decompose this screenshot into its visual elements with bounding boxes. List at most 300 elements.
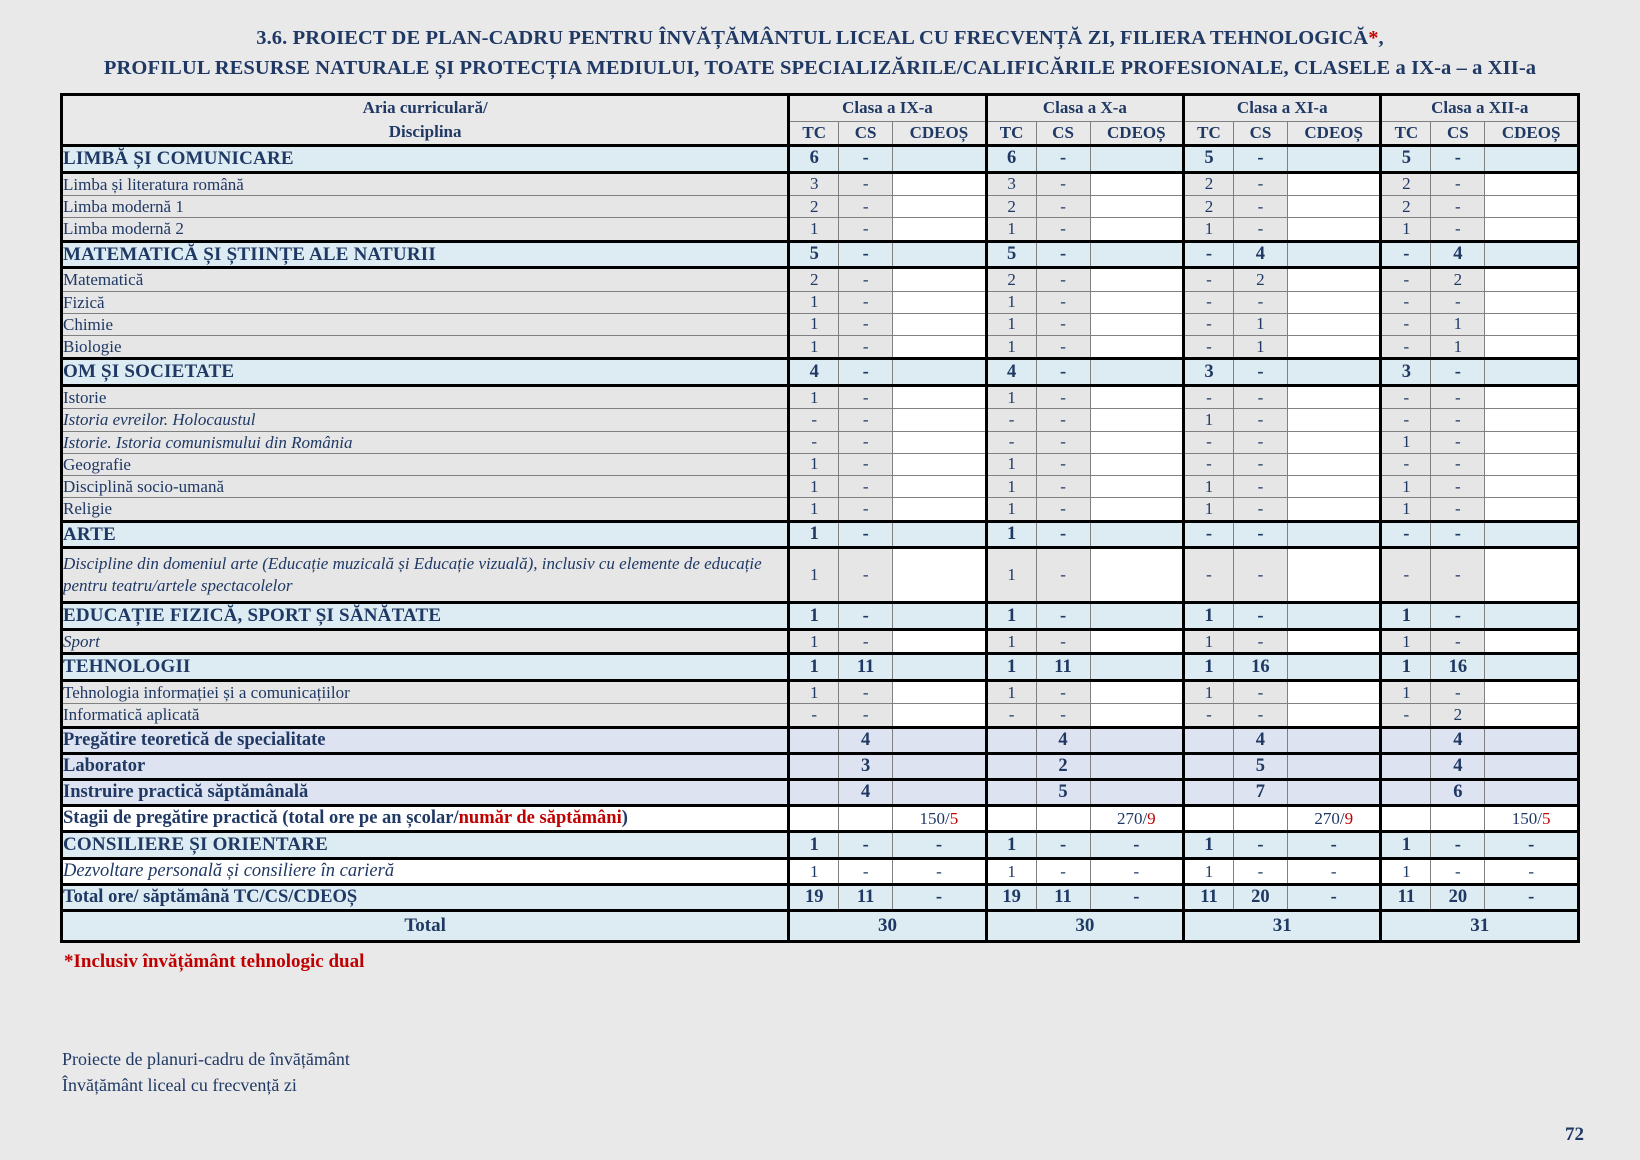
cell-g10-cs: 2 [1036, 753, 1090, 779]
cell-g10-cs: - [1036, 409, 1090, 431]
cell-g12-cdeos [1485, 291, 1579, 313]
cell-g12-tc: 1 [1381, 476, 1431, 498]
cell-g11-cdeos [1287, 313, 1381, 335]
cell-g12-cs: 1 [1431, 313, 1485, 335]
table-row [62, 196, 1579, 218]
cell-g12-tc: 5 [1381, 146, 1431, 173]
cell-g10-tc: 1 [986, 858, 1036, 884]
row-label: Fizică [62, 291, 789, 313]
cell-g12-tc: - [1381, 336, 1431, 359]
row-label: OM ȘI SOCIETATE [62, 359, 789, 386]
cell-g12-cs: - [1431, 832, 1485, 859]
cell-g12-tc [1381, 806, 1431, 832]
cell-g11-cs: - [1233, 386, 1287, 409]
cell-g12-cs: - [1431, 603, 1485, 630]
cell-g11-tc [1184, 806, 1234, 832]
cell-g12-cdeos [1485, 476, 1579, 498]
cell-g11-tc: 1 [1184, 603, 1234, 630]
header-g10-tc: TC [986, 122, 1036, 146]
table-row [62, 521, 1579, 548]
cell-g9-tc: 1 [789, 313, 839, 335]
header-g12-cdeos: CDEOȘ [1485, 122, 1579, 146]
cell-g11-cs: - [1233, 409, 1287, 431]
cell-g12-tc: 3 [1381, 359, 1431, 386]
cell-g11-cs: - [1233, 498, 1287, 521]
cell-g11-cdeos [1287, 431, 1381, 453]
cell-g11-cs: - [1233, 630, 1287, 654]
cell-g12-cs: - [1431, 196, 1485, 218]
cell-g9-cs: - [839, 218, 893, 241]
cell-g11-tc: 1 [1184, 476, 1234, 498]
cell-g10-cs: - [1036, 386, 1090, 409]
cell-g11-tc: 1 [1184, 858, 1234, 884]
cell-g12-cs: - [1431, 409, 1485, 431]
cell-g10-cs: 5 [1036, 779, 1090, 805]
cell-g9-cs: - [839, 268, 893, 291]
header-g12-cs: CS [1431, 122, 1485, 146]
cell-g12-cs: 2 [1431, 704, 1485, 727]
grand-total-g9: 30 [789, 911, 986, 942]
cell-g10-cdeos [1090, 548, 1184, 603]
cell-g12-cdeos: - [1485, 832, 1579, 859]
cell-g11-cdeos [1287, 241, 1381, 268]
cell-g9-tc: 1 [789, 630, 839, 654]
row-label: Disciplină socio-umană [62, 476, 789, 498]
page-title [60, 24, 1580, 83]
header-g11-cs: CS [1233, 122, 1287, 146]
cell-g12-cs: 16 [1431, 654, 1485, 681]
cell-g11-tc: - [1184, 241, 1234, 268]
cell-g10-cdeos [1090, 727, 1184, 753]
table-row [62, 654, 1579, 681]
cell-g12-tc: 1 [1381, 603, 1431, 630]
cell-g9-cdeos: 150/5 [893, 806, 987, 832]
cell-g10-tc: 1 [986, 630, 1036, 654]
cell-g9-cdeos [893, 291, 987, 313]
table-row [62, 681, 1579, 704]
row-label: MATEMATICĂ ȘI ȘTIINȚE ALE NATURII [62, 241, 789, 268]
cell-g11-tc [1184, 779, 1234, 805]
cell-g12-cdeos [1485, 498, 1579, 521]
cell-g12-cdeos: - [1485, 885, 1579, 911]
cell-g11-tc: 11 [1184, 885, 1234, 911]
cell-g10-cs: - [1036, 359, 1090, 386]
cell-g11-cdeos: - [1287, 858, 1381, 884]
cell-g9-tc: 1 [789, 654, 839, 681]
cell-g9-cdeos [893, 218, 987, 241]
cell-g12-tc [1381, 779, 1431, 805]
cell-g9-cdeos: - [893, 832, 987, 859]
cell-g11-cdeos [1287, 268, 1381, 291]
cell-g12-cdeos [1485, 386, 1579, 409]
cell-g12-cs: - [1431, 548, 1485, 603]
cell-g10-cdeos: - [1090, 858, 1184, 884]
cell-g10-tc: 1 [986, 521, 1036, 548]
cell-g11-tc: - [1184, 431, 1234, 453]
cell-g12-tc: 2 [1381, 172, 1431, 195]
header-discipline-line2: Disciplina [388, 122, 462, 142]
cell-g9-cdeos [893, 476, 987, 498]
cell-g10-cdeos [1090, 196, 1184, 218]
cell-g10-tc [986, 806, 1036, 832]
cell-g12-cdeos [1485, 521, 1579, 548]
cell-g11-cs: - [1233, 196, 1287, 218]
cell-g12-cdeos [1485, 681, 1579, 704]
cell-g12-cs: - [1431, 453, 1485, 475]
cell-g11-tc: 1 [1184, 630, 1234, 654]
cell-g9-cdeos [893, 172, 987, 195]
cell-g12-cs: 4 [1431, 727, 1485, 753]
cell-g9-cs: - [839, 241, 893, 268]
cell-g10-tc: 1 [986, 498, 1036, 521]
cell-g10-cdeos [1090, 603, 1184, 630]
cell-g9-cdeos [893, 453, 987, 475]
cell-g11-cdeos [1287, 498, 1381, 521]
cell-g10-cs: 4 [1036, 727, 1090, 753]
table-row [62, 291, 1579, 313]
table-head [62, 95, 1579, 146]
cell-g9-cdeos [893, 727, 987, 753]
cell-g10-tc: 1 [986, 603, 1036, 630]
cell-g10-cdeos [1090, 654, 1184, 681]
cell-g11-cdeos [1287, 704, 1381, 727]
cell-g11-tc: 5 [1184, 146, 1234, 173]
table-row [62, 630, 1579, 654]
cell-g9-cs: - [839, 521, 893, 548]
cell-g9-cs: - [839, 704, 893, 727]
cell-g9-tc: 1 [789, 521, 839, 548]
cell-g10-cs: - [1036, 241, 1090, 268]
cell-g12-cdeos [1485, 431, 1579, 453]
cell-g11-tc: 2 [1184, 172, 1234, 195]
cell-g10-tc: 3 [986, 172, 1036, 195]
page-title-line-1 [60, 24, 1580, 54]
cell-g12-cdeos [1485, 548, 1579, 603]
header-grade-9: Clasa a IX-a [789, 95, 986, 122]
row-label: Instruire practică săptămânală [62, 779, 789, 805]
cell-g9-cs: - [839, 453, 893, 475]
cell-g11-cs: 1 [1233, 313, 1287, 335]
cell-g11-cs: 7 [1233, 779, 1287, 805]
cell-g9-cs: - [839, 681, 893, 704]
cell-g9-cs: - [839, 409, 893, 431]
header-g11-cdeos: CDEOȘ [1287, 122, 1381, 146]
table-row [62, 753, 1579, 779]
page-footer [62, 1046, 350, 1098]
cell-g12-cdeos [1485, 336, 1579, 359]
cell-g11-cs: - [1233, 359, 1287, 386]
grand-total-g10: 30 [986, 911, 1183, 942]
cell-g11-cdeos [1287, 779, 1381, 805]
cell-g9-cs: 11 [839, 654, 893, 681]
cell-g10-cs: - [1036, 268, 1090, 291]
cell-g9-cdeos [893, 753, 987, 779]
cell-g10-cdeos [1090, 409, 1184, 431]
cell-g10-tc: 2 [986, 196, 1036, 218]
header-g12-tc: TC [1381, 122, 1431, 146]
cell-g9-cs: - [839, 146, 893, 173]
cell-g9-cdeos [893, 336, 987, 359]
cell-g11-cdeos: 270/9 [1287, 806, 1381, 832]
cell-g10-cdeos: 270/9 [1090, 806, 1184, 832]
cell-g12-cdeos [1485, 359, 1579, 386]
cell-g9-cdeos: - [893, 858, 987, 884]
table-row [62, 172, 1579, 195]
cell-g10-cs: 11 [1036, 654, 1090, 681]
cell-g11-cdeos [1287, 681, 1381, 704]
cell-g9-tc: 5 [789, 241, 839, 268]
cell-g11-cs: - [1233, 146, 1287, 173]
cell-g11-cs: 5 [1233, 753, 1287, 779]
row-label: CONSILIERE ȘI ORIENTARE [62, 832, 789, 859]
cell-g10-cdeos [1090, 291, 1184, 313]
cell-g10-cdeos [1090, 753, 1184, 779]
cell-g10-cs: - [1036, 146, 1090, 173]
cell-g10-cdeos [1090, 476, 1184, 498]
cell-g9-cdeos [893, 241, 987, 268]
cell-g10-cdeos [1090, 431, 1184, 453]
header-g10-cdeos: CDEOȘ [1090, 122, 1184, 146]
cell-g11-cdeos: - [1287, 885, 1381, 911]
cell-g9-cs: - [839, 498, 893, 521]
cell-g9-tc: 1 [789, 218, 839, 241]
cell-g11-cs: - [1233, 521, 1287, 548]
cell-g11-cdeos [1287, 603, 1381, 630]
cell-g11-cdeos [1287, 196, 1381, 218]
cell-g9-cs: 3 [839, 753, 893, 779]
cell-g12-tc: 1 [1381, 681, 1431, 704]
table-row [62, 453, 1579, 475]
cell-g12-tc: 1 [1381, 218, 1431, 241]
cell-g9-tc: 2 [789, 268, 839, 291]
cell-g12-tc: 1 [1381, 654, 1431, 681]
cell-g10-cdeos [1090, 146, 1184, 173]
cell-g10-tc: 1 [986, 476, 1036, 498]
cell-g11-cdeos [1287, 218, 1381, 241]
cell-g11-tc: - [1184, 268, 1234, 291]
cell-g12-cdeos [1485, 241, 1579, 268]
cell-g11-cs: - [1233, 681, 1287, 704]
page-title-comma: , [1378, 27, 1384, 49]
grand-total-g11: 31 [1184, 911, 1381, 942]
cell-g9-cdeos [893, 521, 987, 548]
cell-g12-cdeos: - [1485, 858, 1579, 884]
cell-g10-cs: - [1036, 196, 1090, 218]
cell-g11-cs: - [1233, 603, 1287, 630]
cell-g9-cs: - [839, 359, 893, 386]
cell-g10-tc: 1 [986, 832, 1036, 859]
cell-g9-cs: - [839, 858, 893, 884]
cell-g9-tc [789, 753, 839, 779]
cell-g10-cs: - [1036, 521, 1090, 548]
cell-g10-cdeos [1090, 704, 1184, 727]
cell-g11-tc: - [1184, 336, 1234, 359]
row-label: Limba modernă 1 [62, 196, 789, 218]
cell-g12-cdeos: 150/5 [1485, 806, 1579, 832]
cell-g12-cs: 2 [1431, 268, 1485, 291]
cell-g9-cs: - [839, 476, 893, 498]
cell-g11-cs: - [1233, 476, 1287, 498]
cell-g10-cs: - [1036, 313, 1090, 335]
cell-g10-cs: - [1036, 548, 1090, 603]
cell-g12-cs: - [1431, 146, 1485, 173]
cell-g12-cdeos [1485, 654, 1579, 681]
cell-g12-cs: 4 [1431, 753, 1485, 779]
header-g9-tc: TC [789, 122, 839, 146]
cell-g9-tc: 1 [789, 548, 839, 603]
cell-g10-cdeos [1090, 521, 1184, 548]
table-row [62, 704, 1579, 727]
cell-g10-cs: - [1036, 431, 1090, 453]
cell-g9-tc: 1 [789, 453, 839, 475]
table-row [62, 409, 1579, 431]
header-grade-10: Clasa a X-a [986, 95, 1183, 122]
table-row [62, 727, 1579, 753]
cell-g12-cdeos [1485, 146, 1579, 173]
row-label: Limba și literatura română [62, 172, 789, 195]
cell-g10-tc: 1 [986, 386, 1036, 409]
cell-g9-cdeos [893, 313, 987, 335]
cell-g12-cdeos [1485, 779, 1579, 805]
table-row [62, 268, 1579, 291]
cell-g12-cdeos [1485, 196, 1579, 218]
cell-g9-cdeos [893, 409, 987, 431]
table-foot [62, 911, 1579, 942]
cell-g12-cs [1431, 806, 1485, 832]
cell-g9-cdeos [893, 146, 987, 173]
cell-g10-cs: - [1036, 498, 1090, 521]
cell-g10-cdeos: - [1090, 885, 1184, 911]
cell-g10-cs: - [1036, 336, 1090, 359]
grand-total-row [62, 911, 1579, 942]
cell-g12-tc: - [1381, 453, 1431, 475]
cell-g11-tc: - [1184, 704, 1234, 727]
cell-g10-tc: 1 [986, 453, 1036, 475]
cell-g10-cdeos [1090, 681, 1184, 704]
cell-g12-cs: - [1431, 521, 1485, 548]
row-label: Religie [62, 498, 789, 521]
cell-g10-cdeos [1090, 313, 1184, 335]
cell-g9-cdeos [893, 603, 987, 630]
cell-g11-cs [1233, 806, 1287, 832]
row-label: Dezvoltare personală și consiliere în carieră [62, 858, 789, 884]
cell-g12-cs: 6 [1431, 779, 1485, 805]
cell-g12-cs: - [1431, 218, 1485, 241]
row-label: Total ore/ săptămână TC/CS/CDEOȘ [62, 885, 789, 911]
cell-g10-cdeos [1090, 241, 1184, 268]
cell-g10-cdeos [1090, 498, 1184, 521]
cell-g12-cs: - [1431, 386, 1485, 409]
cell-g9-cdeos [893, 681, 987, 704]
cell-g9-tc: 1 [789, 603, 839, 630]
cell-g10-tc: 1 [986, 548, 1036, 603]
row-label: Pregătire teoretică de specialitate [62, 727, 789, 753]
cell-g11-tc [1184, 727, 1234, 753]
cell-g9-tc: - [789, 431, 839, 453]
cell-g9-cdeos [893, 548, 987, 603]
cell-g9-cs: - [839, 431, 893, 453]
cell-g12-tc: 1 [1381, 858, 1431, 884]
cell-g11-cdeos [1287, 548, 1381, 603]
cell-g11-cs: 16 [1233, 654, 1287, 681]
cell-g10-cdeos [1090, 268, 1184, 291]
cell-g12-cdeos [1485, 218, 1579, 241]
cell-g12-cdeos [1485, 313, 1579, 335]
cell-g11-cs: - [1233, 218, 1287, 241]
cell-g11-tc: - [1184, 291, 1234, 313]
header-g10-cs: CS [1036, 122, 1090, 146]
cell-g9-tc: 19 [789, 885, 839, 911]
page-title-line-2: PROFILUL RESURSE NATURALE ȘI PROTECȚIA MEDIULUI, TOATE SPECIALIZĂRILE/CALIFICĂRILE PROFESIONALE, CLASELE a IX-a – a XII-a [103, 56, 1537, 79]
cell-g9-tc: 1 [789, 386, 839, 409]
cell-g11-tc: - [1184, 521, 1234, 548]
curriculum-plan-table [60, 93, 1580, 943]
table-row [62, 885, 1579, 911]
cell-g10-cs: - [1036, 476, 1090, 498]
cell-g11-cdeos [1287, 453, 1381, 475]
cell-g11-cdeos [1287, 521, 1381, 548]
cell-g10-tc: 19 [986, 885, 1036, 911]
cell-g9-cs: - [839, 196, 893, 218]
cell-g9-cdeos [893, 431, 987, 453]
header-g9-cdeos: CDEOȘ [893, 122, 987, 146]
cell-g10-tc: - [986, 704, 1036, 727]
header-discipline [62, 95, 789, 146]
cell-g9-cs: - [839, 832, 893, 859]
cell-g11-tc: - [1184, 386, 1234, 409]
cell-g9-cs: - [839, 313, 893, 335]
row-label: Tehnologia informației și a comunicațiilor [62, 681, 789, 704]
cell-g11-tc: 1 [1184, 832, 1234, 859]
cell-g9-cdeos [893, 386, 987, 409]
header-grade-11: Clasa a XI-a [1184, 95, 1381, 122]
cell-g10-tc [986, 753, 1036, 779]
cell-g12-tc: 11 [1381, 885, 1431, 911]
cell-g11-tc: - [1184, 548, 1234, 603]
row-label: Geografie [62, 453, 789, 475]
cell-g11-cs: - [1233, 172, 1287, 195]
cell-g9-tc [789, 806, 839, 832]
cell-g9-cs: - [839, 291, 893, 313]
cell-g12-cdeos [1485, 753, 1579, 779]
table-row [62, 476, 1579, 498]
cell-g9-cs: - [839, 172, 893, 195]
cell-g11-cs: - [1233, 431, 1287, 453]
cell-g10-tc: 1 [986, 681, 1036, 704]
cell-g12-tc: - [1381, 386, 1431, 409]
cell-g10-cdeos [1090, 386, 1184, 409]
header-g11-tc: TC [1184, 122, 1234, 146]
cell-g10-cs: - [1036, 218, 1090, 241]
cell-g12-tc: 1 [1381, 832, 1431, 859]
row-label: Matematică [62, 268, 789, 291]
grand-total-g12: 31 [1381, 911, 1579, 942]
table-row [62, 832, 1579, 859]
cell-g12-tc: - [1381, 313, 1431, 335]
cell-g9-cs: - [839, 336, 893, 359]
cell-g9-cdeos [893, 654, 987, 681]
cell-g10-tc: 1 [986, 654, 1036, 681]
cell-g12-cdeos [1485, 603, 1579, 630]
cell-g11-tc: 1 [1184, 498, 1234, 521]
table-row [62, 603, 1579, 630]
cell-g12-tc: - [1381, 548, 1431, 603]
cell-g12-cs: - [1431, 858, 1485, 884]
cell-g12-cs: - [1431, 498, 1485, 521]
cell-g11-cdeos [1287, 291, 1381, 313]
cell-g10-tc: 1 [986, 218, 1036, 241]
cell-g10-cs: - [1036, 291, 1090, 313]
